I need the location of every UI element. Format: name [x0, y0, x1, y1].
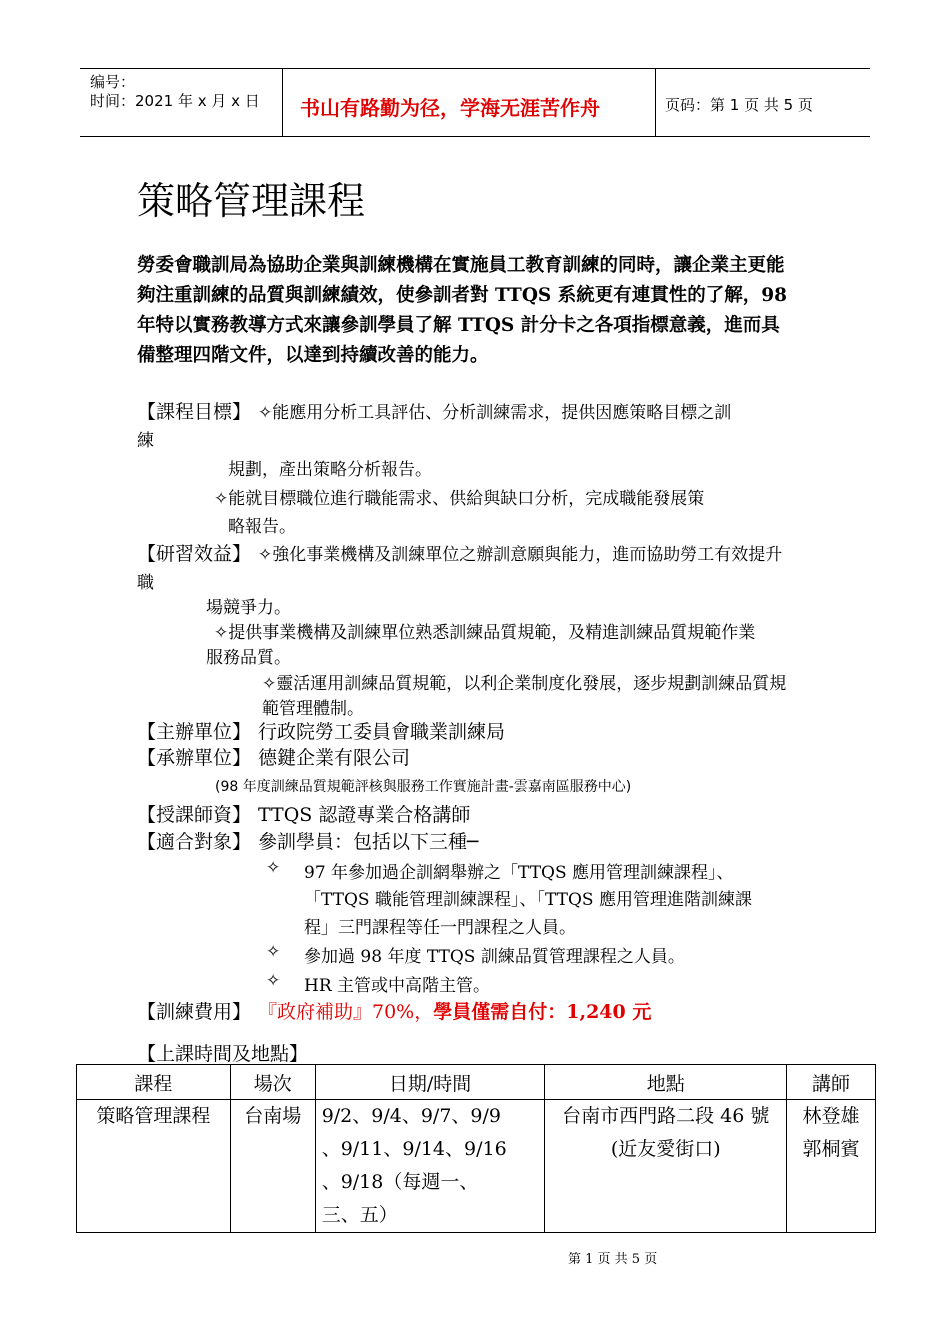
- benefit-line-7: 範管理體制。: [262, 699, 364, 719]
- organizer-note: (98 年度訓練品質規範評核與服務工作實施計畫-雲嘉南區服務中心): [215, 779, 632, 795]
- goal-line-2: 練: [137, 431, 154, 451]
- col-header-instructor: 講師: [787, 1065, 876, 1100]
- location-line-2: (近友愛街口): [610, 1138, 721, 1160]
- table-row: [77, 1100, 876, 1233]
- header-bottom-rule: [80, 136, 870, 137]
- intro-line-1: 勞委會職訓局為協助企業與訓練機構在實施員工教育訓練的同時，讓企業主更能: [137, 255, 785, 276]
- intro-line-2: 夠注重訓練的品質與訓練績效，使參訓者對 TTQS 系統更有連貫性的了解，98: [137, 285, 787, 306]
- date-line-4: 三、五）: [321, 1204, 398, 1226]
- benefit-line-5: 服務品質。: [206, 648, 291, 668]
- goal-label: 【課程目標】: [137, 401, 252, 423]
- host-value: 行政院勞工委員會職業訓練局: [258, 721, 506, 743]
- header-motto: 书山有路勤为径，学海无涯苦作舟: [300, 96, 600, 120]
- audience-bullet-1: ✧: [266, 858, 281, 878]
- audience-value: 參訓學員：包括以下三種─: [258, 831, 479, 853]
- date-line-2: 、9/11、9/14、9/16: [321, 1138, 507, 1160]
- goal-line-3: 規劃，產出策略分析報告。: [228, 460, 432, 480]
- goal-line-5: 略報告。: [228, 517, 296, 537]
- header-divider-right: [655, 68, 656, 136]
- cell-instructors: [787, 1100, 876, 1233]
- organizer-value: 德鍵企業有限公司: [258, 747, 411, 769]
- audience-item-1-line-2: 「TTQS 職能管理訓練課程」、「TTQS 應用管理進階訓練課: [304, 890, 752, 910]
- intro-line-4: 備整理四階文件，以達到持續改善的能力。: [137, 345, 489, 366]
- cell-location: [545, 1100, 787, 1233]
- instructor-2: 郭桐賓: [802, 1138, 860, 1160]
- fee-self-pay: 學員僅需自付：1,240 元: [433, 1001, 652, 1023]
- fee-subsidy: 『政府補助』70%，: [258, 1001, 434, 1023]
- intro-line-3: 年特以實務教導方式來讓參訓學員了解 TTQS 計分卡之各項指標意義，進而具: [137, 315, 780, 336]
- audience-bullet-2: ✧: [266, 942, 281, 962]
- fee-text: [258, 997, 651, 1024]
- audience-item-1-line-3: 程」三門課程等任一門課程之人員。: [304, 918, 576, 938]
- benefit-line-2: 職: [137, 573, 154, 593]
- benefit-line-3: 場競爭力。: [206, 598, 291, 618]
- instructor-value: TTQS 認證專業合格講師: [258, 804, 471, 826]
- goal-line-1: ✧能應用分析工具評估、分析訓練需求，提供因應策略目標之訓: [258, 403, 732, 423]
- benefit-line-6: ✧靈活運用訓練品質規範，以利企業制度化發展，逐步規劃訓練品質規: [262, 674, 787, 694]
- schedule-table: [76, 1064, 876, 1233]
- cell-datetime: [315, 1100, 545, 1233]
- fee-label: 【訓練費用】: [137, 1001, 252, 1023]
- header-page-label: 页码：第 1 页 共 5 页: [665, 96, 813, 114]
- col-header-course: 課程: [77, 1065, 231, 1100]
- cell-course: 策略管理課程: [77, 1100, 231, 1233]
- table-header-row: [77, 1065, 876, 1100]
- page-footer: 第 1 页 共 5 页: [568, 1252, 658, 1267]
- header-divider-left: [282, 68, 283, 136]
- col-header-location: 地點: [545, 1065, 787, 1100]
- schedule-label: 【上課時間及地點】: [137, 1043, 309, 1065]
- instructor-1: 林登雄: [802, 1105, 860, 1127]
- date-line-3: 、9/18（每週一、: [321, 1171, 479, 1193]
- header-top-rule: [80, 68, 870, 69]
- cell-session: 台南場: [230, 1100, 315, 1233]
- organizer-label: 【承辦單位】: [137, 747, 252, 769]
- host-label: 【主辦單位】: [137, 721, 252, 743]
- benefit-line-1: ✧強化事業機構及訓練單位之辦訓意願與能力，進而協助勞工有效提升: [258, 545, 783, 565]
- audience-item-3: HR 主管或中高階主管。: [304, 976, 491, 996]
- page-title: 策略管理課程: [137, 179, 366, 223]
- goal-line-4: ✧能就目標職位進行職能需求、供給與缺口分析，完成職能發展策: [214, 489, 705, 509]
- audience-label: 【適合對象】: [137, 831, 252, 853]
- col-header-datetime: 日期/時間: [315, 1065, 545, 1100]
- audience-item-1-line-1: 97 年參加過企訓網舉辦之「TTQS 應用管理訓練課程」、: [304, 863, 734, 883]
- benefit-label: 【研習效益】: [137, 543, 252, 565]
- header-time-label: 时间：2021 年 x 月 x 日: [90, 92, 260, 110]
- header-number-label: 编号：: [90, 73, 136, 91]
- audience-bullet-3: ✧: [266, 971, 281, 991]
- col-header-session: 場次: [230, 1065, 315, 1100]
- benefit-line-4: ✧提供事業機構及訓練單位熟悉訓練品質規範，及精進訓練品質規範作業: [214, 623, 756, 643]
- location-line-1: 台南市西門路二段 46 號: [562, 1105, 770, 1127]
- audience-item-2: 參加過 98 年度 TTQS 訓練品質管理課程之人員。: [304, 947, 685, 967]
- instructor-label: 【授課師資】: [137, 804, 252, 826]
- date-line-1: 9/2、9/4、9/7、9/9: [321, 1105, 502, 1127]
